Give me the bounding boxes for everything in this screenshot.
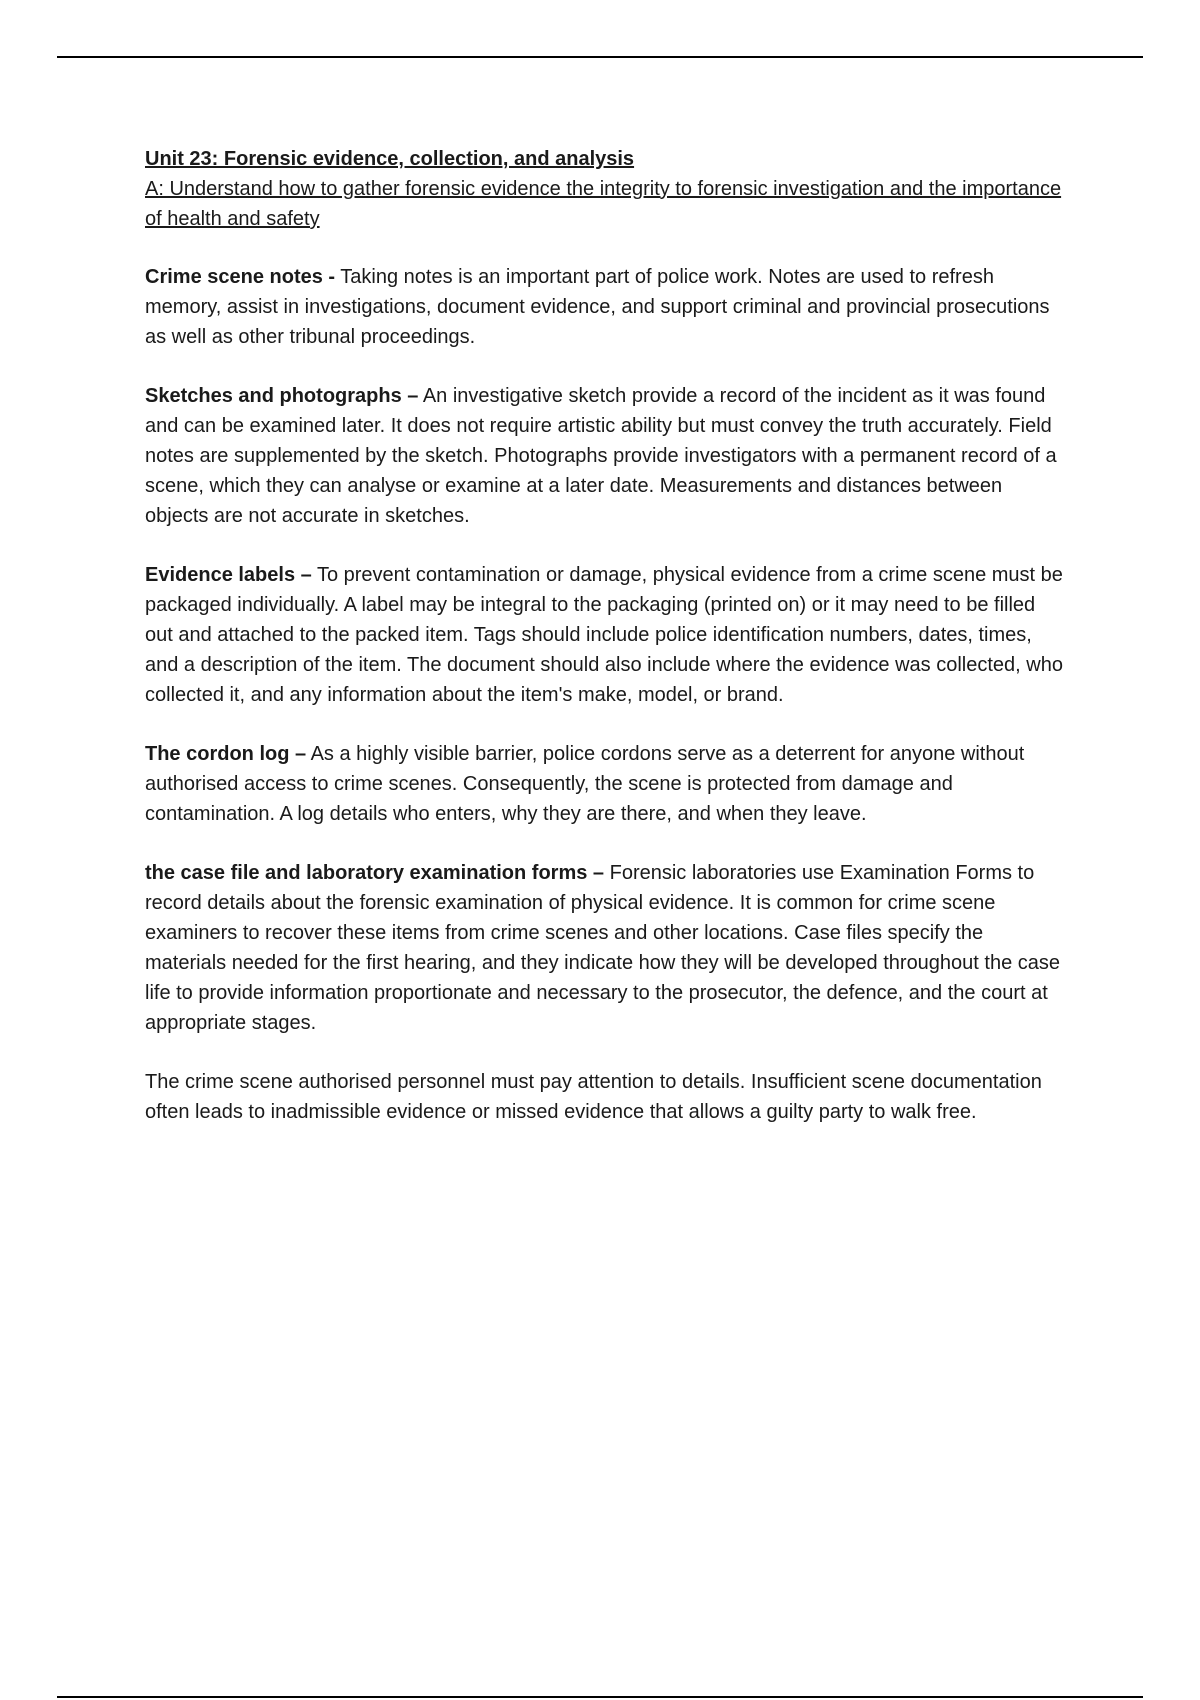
section-cordon-log bbox=[145, 739, 1065, 829]
section-heading: The cordon log – bbox=[145, 743, 307, 765]
section-text: To prevent contamination or damage, physical evidence from a crime scene must be packaged individually. A label may be integral to the packaging (printed on) or it may need to be filled out and attached to the packed item. Tags should include police identification numbers, dates, times, and a description of the item. The document should also include where the evidence was collected, who collected it, and any information about the item's make, model, or brand. bbox=[145, 564, 1063, 706]
section-heading: the case file and laboratory examination forms – bbox=[145, 862, 605, 884]
section-text: An investigative sketch provide a record of the incident as it was found and can be examined later. It does not require artistic ability but must convey the truth accurately. Field notes are supplemented by the sketch. Photographs provide investigators with a permanent record of a scene, which they can analyse or examine at a later date. Measurements and distances between objects are not accurate in sketches. bbox=[145, 385, 1057, 527]
section-text: Taking notes is an important part of police work. Notes are used to refresh memory, assist in investigations, document evidence, and support criminal and provincial prosecutions as well as other tribunal proceedings. bbox=[145, 266, 1050, 348]
section-case-file bbox=[145, 858, 1065, 1038]
closing-paragraph: The crime scene authorised personnel must pay attention to details. Insufficient scene documentation often leads to inadmissible evidence or missed evidence that allows a guilty party to walk free. bbox=[145, 1071, 1042, 1123]
header-rule bbox=[57, 56, 1143, 58]
section-text: As a highly visible barrier, police cordons serve as a deterrent for anyone without authorised access to crime scenes. Consequently, the scene is protected from damage and contamination. A log details who enters, why they are there, and when they leave. bbox=[145, 743, 1025, 825]
footer-rule bbox=[57, 1696, 1143, 1698]
section-text: Forensic laboratories use Examination Forms to record details about the forensic examination of physical evidence. It is common for crime scene examiners to recover these items from crime scenes and other locations. Case files specify the materials needed for the first hearing, and they indicate how they will be developed throughout the case life to provide information proportionate and necessary to the prosecutor, the defence, and the court at appropriate stages. bbox=[145, 862, 1061, 1034]
section-heading: Evidence labels – bbox=[145, 564, 312, 586]
section-evidence-labels bbox=[145, 560, 1065, 710]
document-title: Unit 23: Forensic evidence, collection, and analysis bbox=[145, 148, 635, 170]
section-heading: Crime scene notes - bbox=[145, 266, 336, 288]
document-body bbox=[145, 144, 1065, 1156]
document-subtitle: A: Understand how to gather forensic evidence the integrity to forensic investigation and the importance of health and safety bbox=[145, 178, 1062, 230]
section-sketches-and-photographs bbox=[145, 381, 1065, 531]
section-crime-scene-notes bbox=[145, 262, 1065, 352]
section-heading: Sketches and photographs – bbox=[145, 385, 419, 407]
